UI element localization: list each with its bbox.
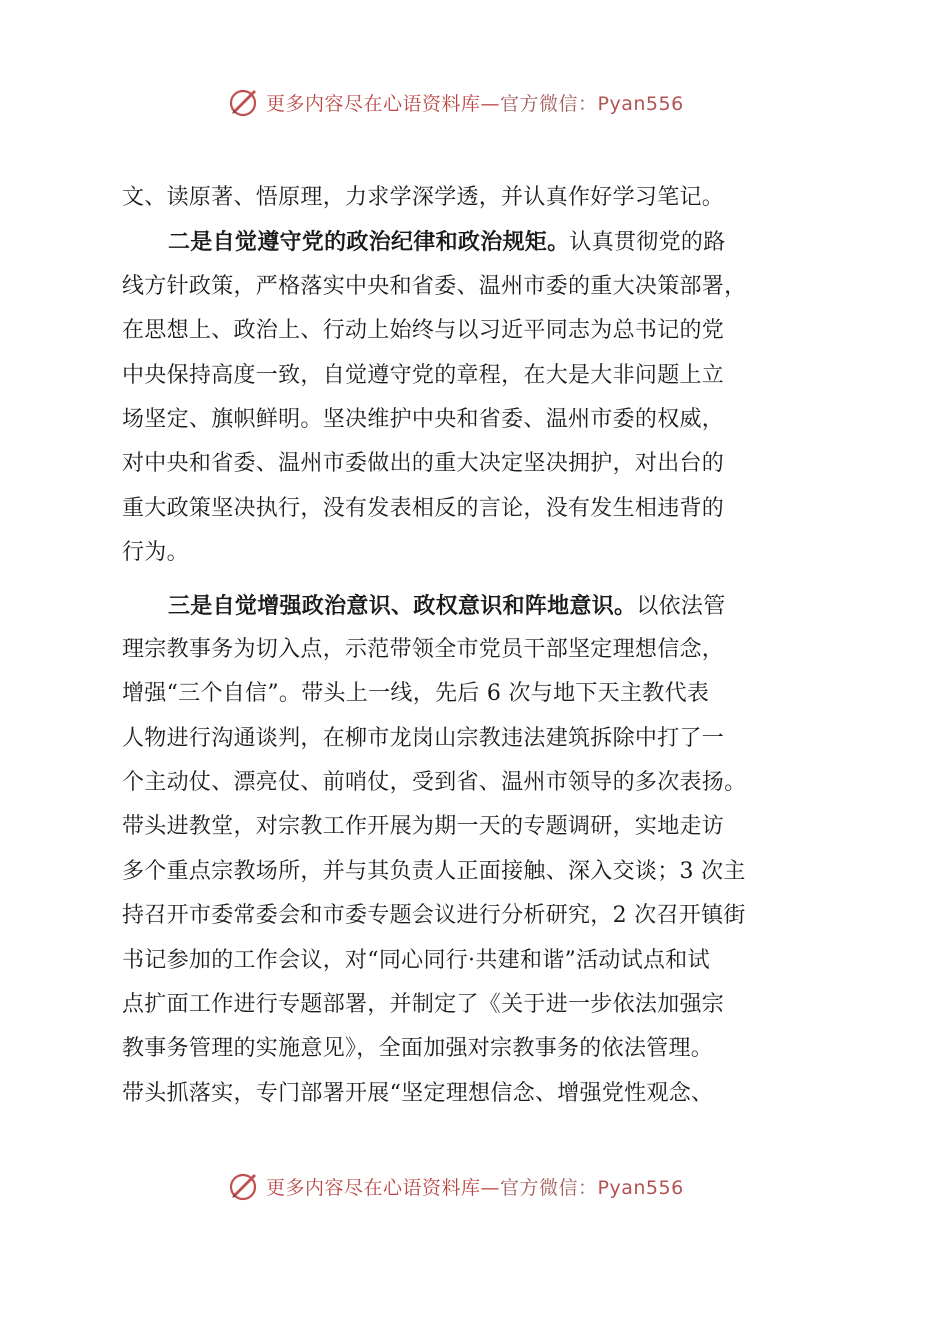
body-line: 点扩面工作进行专题部署，并制定了《关于进一步依法加强宗 [122, 992, 725, 1018]
pen-logo-icon [228, 1170, 260, 1202]
body-text: 以依法管 [636, 593, 726, 619]
footer-watermark-banner [228, 1166, 684, 1206]
watermark-text: 更多内容尽在心语资料库—官方微信：Pyan556 [266, 92, 684, 115]
body-line: 多个重点宗教场所，并与其负责人正面接触、深入交谈；3 次主 [122, 858, 746, 884]
paragraph-heading-line [122, 220, 830, 264]
header-watermark-banner [228, 82, 684, 122]
body-line: 线方针政策，严格落实中央和省委、温州市委的重大决策部署， [122, 273, 747, 299]
body-text: 认真贯彻党的路 [569, 230, 726, 256]
body-line: 文、读原著、悟原理，力求学深学透，并认真作好学习笔记。 [122, 185, 725, 210]
pen-logo-icon [228, 86, 260, 118]
document-body [122, 176, 830, 1116]
body-line: 个主动仗、漂亮仗、前哨仗，受到省、温州市领导的多次表扬。 [122, 770, 747, 796]
body-line: 行为。 [122, 540, 189, 566]
body-line: 在思想上、政治上、行动上始终与以习近平同志为总书记的党 [122, 318, 725, 344]
paragraph-heading: 二是自觉遵守党的政治纪律和政治规矩。 [168, 229, 570, 256]
body-line: 人物进行沟通谈判，在柳市龙岗山宗教违法建筑拆除中打了一 [122, 725, 725, 751]
body-line: 持召开市委常委会和市委专题会议进行分析研究，2 次召开镇街 [122, 903, 746, 929]
body-line: 场坚定、旗帜鲜明。坚决维护中央和省委、温州市委的权威， [122, 406, 725, 432]
body-line: 增强“三个自信”。带头上一线，先后 6 次与地下天主教代表 [122, 681, 710, 707]
paragraph-heading: 三是自觉增强政治意识、政权意识和阵地意识。 [168, 592, 637, 619]
watermark-text: 更多内容尽在心语资料库—官方微信：Pyan556 [266, 1176, 684, 1199]
body-line: 对中央和省委、温州市委做出的重大决定坚决拥护，对出台的 [122, 451, 725, 477]
body-line: 带头进教堂，对宗教工作开展为期一天的专题调研，实地走访 [122, 814, 725, 840]
body-line: 书记参加的工作会议，对“同心同行·共建和谐”活动试点和试 [122, 947, 710, 973]
body-line: 中央保持高度一致，自觉遵守党的章程，在大是大非问题上立 [122, 362, 725, 388]
body-line: 带头抓落实，专门部署开展“坚定理想信念、增强党性观念、 [122, 1080, 714, 1106]
paragraph-heading-line [122, 584, 830, 628]
body-line: 重大政策坚决执行，没有发表相反的言论，没有发生相违背的 [122, 495, 725, 521]
body-line: 教事务管理的实施意见》，全面加强对宗教事务的依法管理。 [122, 1036, 714, 1062]
body-line: 理宗教事务为切入点，示范带领全市党员干部坚定理想信念， [122, 636, 725, 662]
